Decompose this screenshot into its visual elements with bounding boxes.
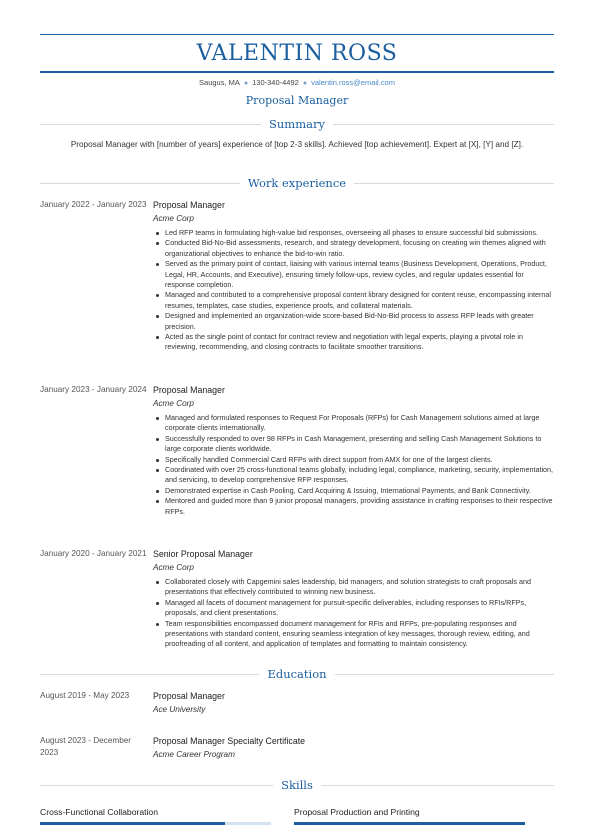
- phone: 130-340-4492: [252, 78, 299, 87]
- job-bullets: [153, 413, 554, 517]
- education-dates: August 2019 - May 2023: [40, 691, 130, 700]
- separator-dot-icon: ●: [243, 80, 249, 87]
- company-name: Acme Corp: [153, 214, 194, 223]
- bullet-item: Managed and formulated responses to Request For Proposals (RFPs) for Cash Management solutions aimed at large corporate clients internationally.: [165, 413, 554, 434]
- education-dates: August 2023 - December 2023: [40, 736, 132, 757]
- skill-name: Proposal Production and Printing: [294, 807, 420, 817]
- skills-heading: Skills: [40, 777, 554, 793]
- company-name: Acme Corp: [153, 399, 194, 408]
- school-name: Acme Career Program: [153, 750, 235, 759]
- bullet-item: Mentored and guided more than 9 junior proposal managers, providing assistance in crafting responses to their respective RFPs.: [165, 496, 553, 516]
- skill-level-bar: [40, 822, 271, 825]
- location: Saugus, MA: [199, 78, 240, 87]
- headline-title: Proposal Manager: [245, 94, 349, 107]
- work-experience-heading: Work experience: [40, 175, 554, 191]
- bullet-item: Acted as the single point of contact for contract review and negotiation with legal experts, playing a pivotal role in reviewing, recommending, and closing contracts to facilitate smoother transitions.: [165, 332, 554, 353]
- bullet-item: Led RFP teams in formulating high-value bid responses, overseeing all phases to ensure successful bid submissions.: [165, 228, 554, 238]
- company-name: Acme Corp: [153, 563, 194, 572]
- email-link[interactable]: valentin.ross@email.com: [311, 78, 395, 87]
- contact-line: [0, 78, 594, 87]
- job-title: Proposal Manager: [153, 385, 225, 395]
- bullet-item: Team responsibilities encompassed document management for RFIs and RFPs, pre-populating responses and presentations with standard content, ensuring seamless integration of key messages, thorough review, editing, and proofreading of all content, and application of templates and formatting to maintain consistency.: [165, 619, 554, 650]
- bullet-item: Served as the primary point of contact, liaising with various internal teams (Business Development, Operations, Product, Legal, HR, Accounts, and Executive), ensuring timely follow-ups, review cycles, and regular updates essential for response completion.: [165, 259, 554, 290]
- bullet-item: Specifically handled Commercial Card RFPs with direct support from AMX for one of the largest clients.: [165, 455, 554, 465]
- job-title: Proposal Manager: [153, 200, 225, 210]
- degree-title: Proposal Manager Specialty Certificate: [153, 736, 306, 746]
- job-bullets: [153, 228, 554, 353]
- top-divider: [40, 34, 554, 35]
- skill-level-fill: [40, 822, 225, 825]
- bullet-item: Collaborated closely with Capgemini sales leadership, bid managers, and solution strategists to craft proposals and presentations that effectively contributed to winning new business.: [165, 577, 554, 598]
- summary-heading: Summary: [40, 116, 554, 132]
- skill-name: Cross-Functional Collaboration: [40, 807, 158, 817]
- skill-level-fill: [294, 822, 525, 825]
- job-dates: January 2020 - January 2021: [40, 549, 147, 558]
- bullet-item: Designed and implemented an organization-wide score-based Bid-No-Bid process to assess RFP leads with greater precision.: [165, 311, 554, 332]
- job-dates: January 2023 - January 2024: [40, 385, 147, 394]
- job-bullets: [153, 577, 554, 650]
- summary-text: Proposal Manager with [number of years] experience of [top 2-3 skills]. Achieved [top achievement]. Expert at [X], [Y] and [Z].: [70, 140, 524, 149]
- bullet-item: Demonstrated expertise in Cash Pooling, Card Acquiring & Issuing, International Payments, and Bank Connectivity.: [165, 486, 554, 496]
- job-dates: January 2022 - January 2023: [40, 200, 147, 209]
- skill-level-bar: [294, 822, 525, 825]
- bullet-item: Coordinated with over 25 cross-functional teams globally, including legal, compliance, marketing, security, implementation, and servicing, to develop comprehensive RFP responses.: [165, 465, 554, 485]
- bullet-item: Successfully responded to over 98 RFPs in Cash Management, presenting and selling Cash Management Solutions to large corporate clients worldwide.: [165, 434, 554, 455]
- bullet-item: Managed and contributed to a comprehensive proposal content library designed for content reuse, encompassing internal resumes, templates, case studies, experience proofs, and collateral materials.: [165, 290, 554, 311]
- school-name: Ace University: [153, 705, 206, 714]
- candidate-name: VALENTIN ROSS: [196, 41, 398, 66]
- education-heading: Education: [40, 666, 554, 682]
- degree-title: Proposal Manager: [153, 691, 225, 701]
- job-title: Senior Proposal Manager: [153, 549, 253, 559]
- skill-item: [40, 806, 271, 825]
- bullet-item: Managed all facets of document management for pursuit-specific deliverables, including responses to RFIs/RFPs, proposals, and client presentations.: [165, 598, 554, 619]
- name-divider: [40, 71, 554, 73]
- bullet-item: Conducted Bid-No-Bid assessments, research, and strategy development, focusing on creating win themes aligned with organizational objectives to enhance the bid-to-win ratio.: [165, 238, 554, 259]
- separator-dot-icon: ●: [302, 80, 308, 87]
- skill-item: [294, 806, 525, 825]
